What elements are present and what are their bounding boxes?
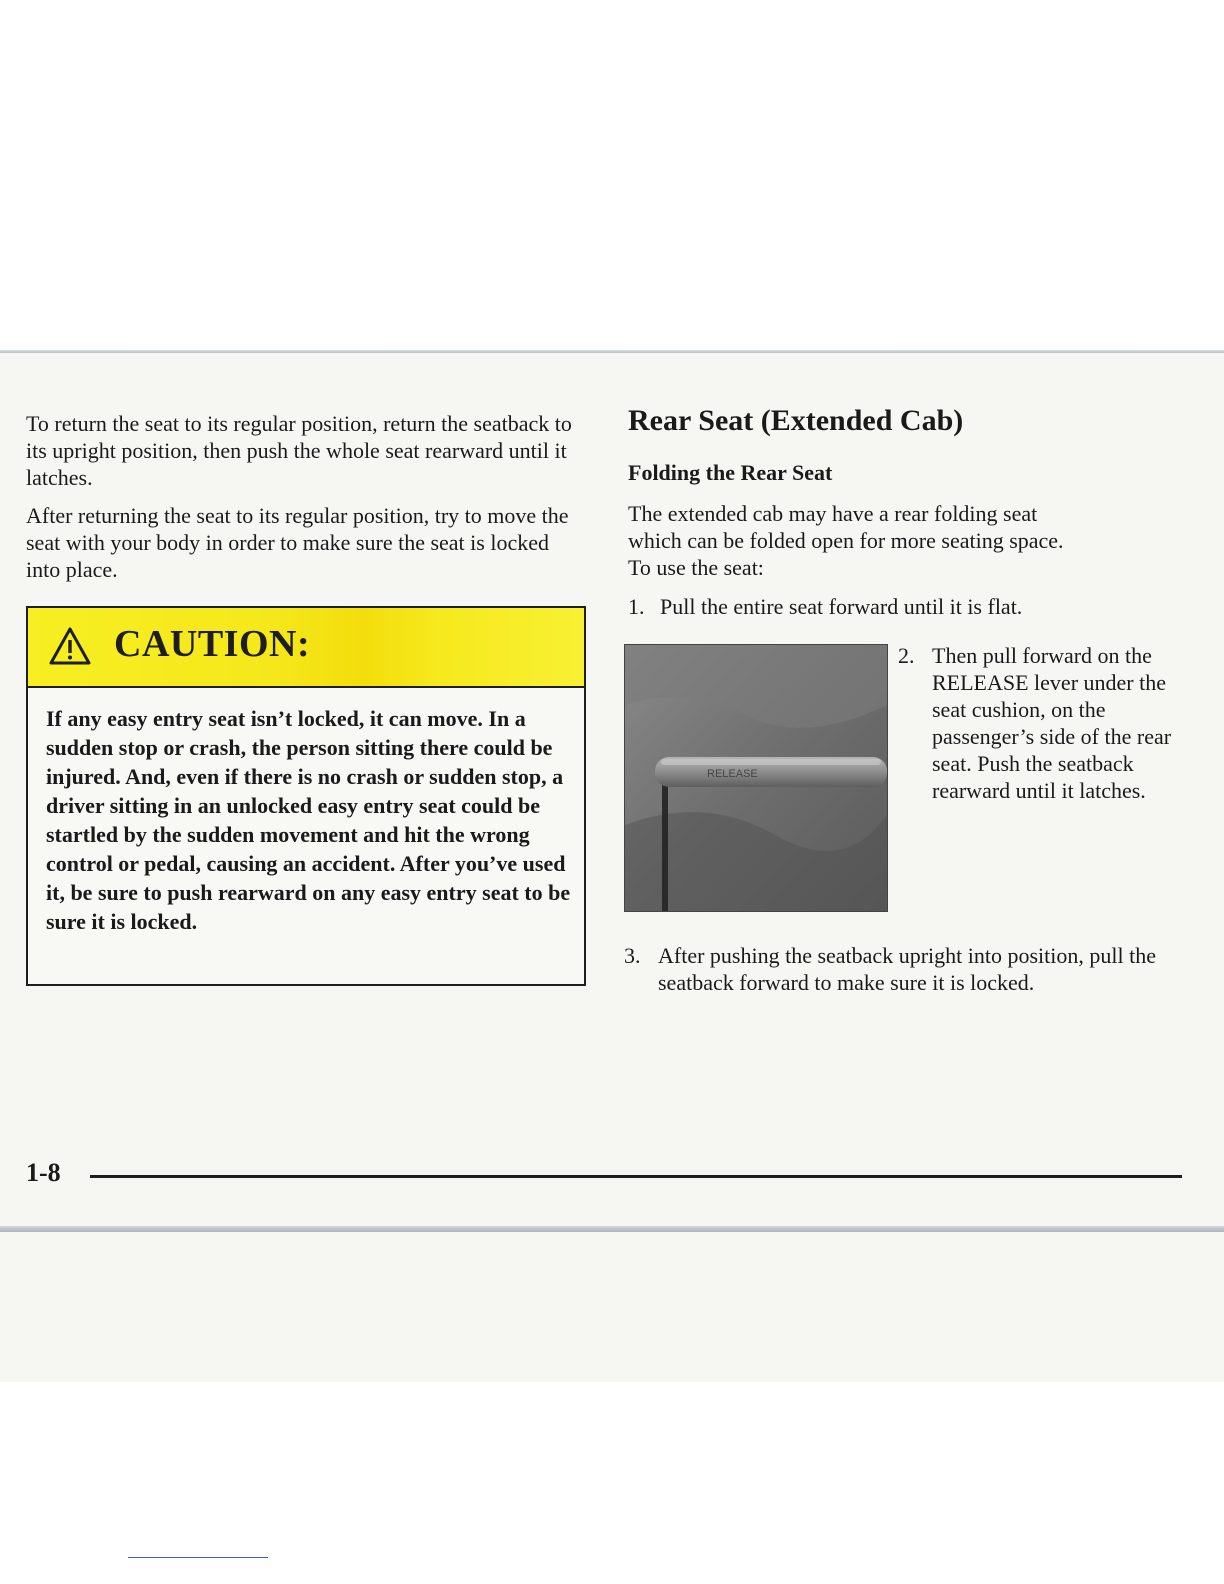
caution-title: CAUTION:: [114, 623, 311, 665]
page-number: 1-8: [26, 1158, 61, 1187]
step-3-text: After pushing the seatback upright into position, pull the seatback forward to make sure it is locked.: [658, 943, 1156, 995]
step-1-number: 1.: [628, 594, 645, 619]
intro-text: [628, 500, 1208, 581]
release-lever-photo: [624, 644, 888, 912]
bottom-divider: [0, 1226, 1224, 1232]
step-1-text: Pull the entire seat forward until it is flat.: [660, 594, 1023, 619]
subsection-heading: Folding the Rear Seat: [628, 460, 833, 485]
intro-line-2: which can be folded open for more seating space.: [628, 528, 1064, 553]
top-divider: [0, 350, 1224, 353]
caution-text: If any easy entry seat isn’t locked, it can move. In a sudden stop or crash, the person sitting there could be injured. And, even if there is no crash or sudden stop, a driver sitting in an unlocked easy entry seat could be startled by the sudden movement and hit the wrong control or pedal, causing an accident. After you’ve used it, be sure to push rearward on any easy entry seat to be sure it is locked.: [46, 706, 571, 934]
step-2-text: Then pull forward on the RELEASE lever under the seat cushion, on the passenger’s side of the rear seat. Push the seatback rearward until it latches.: [932, 643, 1172, 803]
footer-rule: [90, 1175, 1182, 1178]
warning-triangle-icon: [48, 626, 92, 666]
caution-box: [26, 606, 586, 986]
caution-header: [28, 608, 584, 688]
intro-line-3: To use the seat:: [628, 555, 764, 580]
link-underline: [128, 1557, 268, 1558]
paragraph-check-lock: After returning the seat to its regular position, try to move the seat with your body in order to make sure the seat is locked into place.: [26, 503, 569, 582]
paragraph-return-seat: To return the seat to its regular position, return the seatback to its upright position, then push the whole seat rearward until it latches.: [26, 411, 572, 490]
intro-line-1: The extended cab may have a rear folding seat: [628, 501, 1038, 526]
step-3-number: 3.: [624, 943, 641, 968]
section-heading: Rear Seat (Extended Cab): [628, 404, 964, 437]
step-2-number: 2.: [898, 643, 915, 668]
lever-label: RELEASE: [707, 768, 758, 780]
